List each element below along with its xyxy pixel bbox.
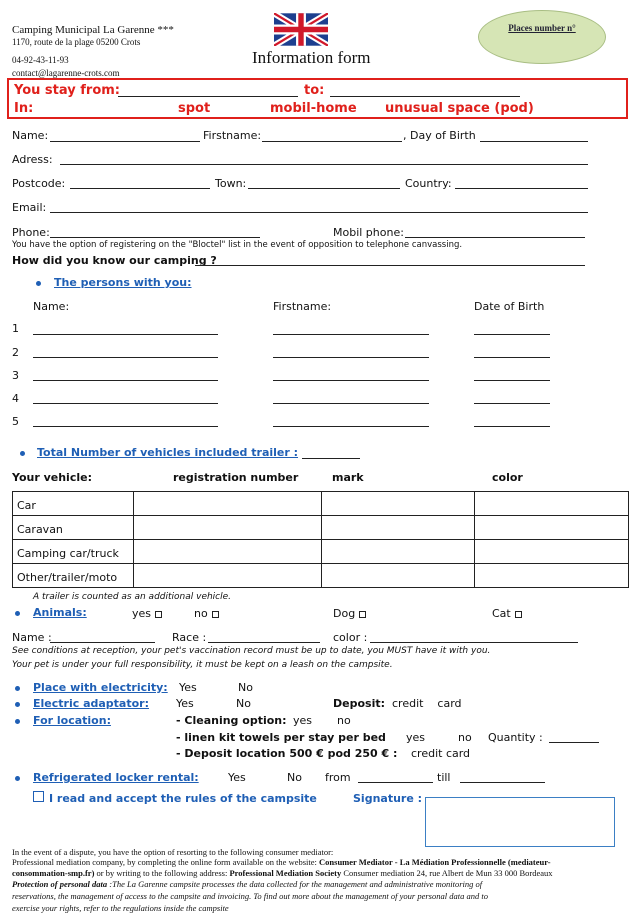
person-dob-field[interactable]	[474, 357, 550, 358]
col-registration: registration number	[173, 471, 299, 484]
col-color: color	[492, 471, 523, 484]
vehicle-type-caravan: Caravan	[13, 516, 134, 540]
animals-note-2: Your pet is under your full responsibility, it must be kept on a leash on the campsite.	[12, 660, 393, 670]
address-label: Adress:	[12, 153, 53, 166]
animal-name-label: Name :	[12, 631, 52, 644]
footer-line-5: reservations, the management of access to the campsite and invoicing. To find out more about the management of your personal data and to	[12, 891, 488, 901]
linen-yes[interactable]: yes	[406, 731, 426, 744]
vehicle-type-car: Car	[13, 492, 134, 516]
linen-label: - linen kit towels per stay per bed	[176, 731, 386, 744]
footer-line-6: exercise your rights, refer to the regulations inside the campsite	[12, 903, 229, 913]
mark-cell[interactable]	[322, 540, 475, 564]
vehicles-total-label: Total Number of vehicles included trailer :	[37, 446, 299, 459]
cleaning-no[interactable]: no	[337, 714, 351, 727]
person-dob-field[interactable]	[474, 426, 550, 427]
adaptator-yes[interactable]: Yes	[176, 697, 194, 710]
accept-rules-checkbox[interactable]	[33, 791, 44, 802]
camp-address: 1170, route de la plage 05200 Crots	[12, 37, 141, 47]
table-row	[13, 540, 629, 564]
camp-email[interactable]: contact@lagarenne-crots.com	[12, 68, 120, 78]
persons-col-firstname: Firstname:	[273, 300, 332, 313]
accept-rules-label: I read and accept the rules of the campsite	[49, 792, 317, 805]
bullet-icon	[15, 686, 20, 691]
stay-to-label: to:	[304, 83, 325, 98]
footer-line-3-address: Consumer mediation 24, rue Albert de Mun 33 000 Bordeaux	[341, 868, 553, 878]
color-cell[interactable]	[475, 492, 629, 516]
color-cell[interactable]	[475, 516, 629, 540]
bullet-icon	[20, 451, 25, 456]
vehicles-total-field[interactable]	[302, 458, 360, 459]
how-know-label: How did you know our camping ?	[12, 254, 217, 267]
stay-option-spot[interactable]: spot	[178, 101, 211, 116]
bullet-icon	[15, 776, 20, 781]
name-label: Name:	[12, 129, 49, 142]
adaptator-no[interactable]: No	[236, 697, 251, 710]
stay-in-label: In:	[14, 101, 34, 116]
places-number-label: Places number n°	[508, 23, 576, 33]
animals-heading: Animals:	[33, 606, 87, 619]
locker-till-label: till	[437, 771, 451, 784]
town-label: Town:	[215, 177, 247, 190]
footer-line-1: In the event of a dispute, you have the option of resorting to the following consumer mediator:	[12, 847, 334, 857]
col-mark: mark	[332, 471, 364, 484]
stay-to-field[interactable]	[330, 96, 520, 97]
postcode-field[interactable]	[70, 188, 210, 189]
animal-color-label: color :	[333, 631, 368, 644]
registration-cell[interactable]	[134, 564, 322, 588]
person-name-field[interactable]	[33, 380, 218, 381]
mark-cell[interactable]	[322, 564, 475, 588]
footer-line-2	[12, 857, 551, 867]
signature-label: Signature :	[353, 792, 423, 805]
town-field[interactable]	[248, 188, 400, 189]
vehicle-type-other: Other/trailer/moto	[13, 564, 134, 588]
deposit-credit-card[interactable]: credit card	[392, 697, 462, 710]
footer-line-3	[12, 868, 553, 878]
locker-label: Refrigerated locker rental:	[33, 771, 199, 784]
table-row	[13, 564, 629, 588]
checkbox-icon[interactable]	[155, 611, 162, 618]
bullet-icon	[36, 281, 41, 286]
person-name-field[interactable]	[33, 426, 218, 427]
bullet-icon	[15, 702, 20, 707]
form-title: Information form	[252, 48, 371, 67]
adaptator-label: Electric adaptator:	[33, 697, 149, 710]
table-row	[13, 492, 629, 516]
uk-flag-icon	[274, 13, 328, 46]
vehicle-table	[12, 491, 629, 588]
bloctel-note: You have the option of registering on the "Bloctel" list in the event of opposition to telephone canvassing.	[12, 240, 463, 250]
footer-line-4-text: :The La Garenne campsite processes the data collected for the management and administrative monitoring of	[107, 879, 483, 889]
footer-data-protection: Protection of personal data	[12, 879, 108, 889]
footer-mediator-url[interactable]: consommation-smp.fr)	[12, 868, 95, 878]
linen-no[interactable]: no	[458, 731, 472, 744]
firstname-label: Firstname:	[203, 129, 262, 142]
persons-col-dob: Date of Birth	[474, 300, 545, 313]
person-row-number: 4	[12, 392, 19, 405]
locker-from-label: from	[325, 771, 351, 784]
footer-mediator-name: Consumer Mediator - La Médiation Professionnelle (mediateur-	[319, 857, 551, 867]
checkbox-icon[interactable]	[212, 611, 219, 618]
animals-yes-option[interactable]	[132, 607, 162, 620]
color-cell[interactable]	[475, 540, 629, 564]
deposit-label: Deposit:	[333, 697, 385, 710]
person-dob-field[interactable]	[474, 380, 550, 381]
electricity-no[interactable]: No	[238, 681, 253, 694]
camp-name: Camping Municipal La Garenne ***	[12, 24, 174, 36]
footer-line-2-text: Professional mediation company, by completing the online form available on the website:	[12, 857, 320, 867]
deposit-location-label: - Deposit location 500 € pod 250 € :	[176, 747, 398, 760]
animal-race-label: Race :	[172, 631, 207, 644]
dog-label: Dog	[333, 607, 356, 620]
mark-cell[interactable]	[322, 516, 475, 540]
locker-till-field[interactable]	[460, 782, 545, 783]
name-field[interactable]	[50, 141, 200, 142]
person-firstname-field[interactable]	[273, 426, 429, 427]
person-row-number: 1	[12, 322, 19, 335]
animals-no-option[interactable]	[194, 607, 219, 620]
mobile-field[interactable]	[405, 237, 585, 238]
cat-option[interactable]	[492, 607, 522, 620]
location-label: For location:	[33, 714, 111, 727]
your-vehicle-label: Your vehicle:	[12, 471, 92, 484]
footer-line-4	[12, 879, 482, 889]
person-dob-field[interactable]	[474, 403, 550, 404]
checkbox-icon[interactable]	[359, 611, 366, 618]
person-row-number: 5	[12, 415, 19, 428]
signature-box[interactable]	[425, 797, 615, 847]
stay-from-field[interactable]	[118, 96, 298, 97]
person-row-number: 2	[12, 346, 19, 359]
persons-heading: The persons with you:	[54, 276, 192, 289]
mark-cell[interactable]	[322, 492, 475, 516]
animal-color-field[interactable]	[370, 642, 578, 643]
country-label: Country:	[405, 177, 452, 190]
persons-col-name: Name:	[33, 300, 70, 313]
dog-option[interactable]	[333, 607, 366, 620]
phone-field[interactable]	[50, 237, 260, 238]
country-field[interactable]	[455, 188, 588, 189]
person-firstname-field[interactable]	[273, 357, 429, 358]
places-number-badge	[478, 10, 606, 64]
dob-field[interactable]	[480, 141, 588, 142]
electricity-yes[interactable]: Yes	[179, 681, 197, 694]
animals-yes-label: yes	[132, 607, 152, 620]
person-firstname-field[interactable]	[273, 380, 429, 381]
checkbox-icon[interactable]	[515, 611, 522, 618]
stay-option-mobil-home[interactable]: mobil-home	[270, 101, 357, 116]
email-field[interactable]	[50, 212, 588, 213]
locker-yes[interactable]: Yes	[228, 771, 246, 784]
electricity-label: Place with electricity:	[33, 681, 168, 694]
deposit-location-card[interactable]: credit card	[411, 747, 471, 760]
trailer-note: A trailer is counted as an additional vehicle.	[33, 592, 232, 602]
dob-label: , Day of Birth	[403, 129, 476, 142]
mobile-label: Mobil phone:	[333, 226, 404, 239]
cleaning-yes[interactable]: yes	[293, 714, 313, 727]
phone-label: Phone:	[12, 226, 50, 239]
person-dob-field[interactable]	[474, 334, 550, 335]
footer-society: Professional Mediation Society	[229, 868, 342, 878]
quantity-field[interactable]	[549, 742, 599, 743]
footer-line-3-text: or by writing to the following address:	[94, 868, 230, 878]
bullet-icon	[15, 611, 20, 616]
vehicle-type-camping-car: Camping car/truck	[13, 540, 134, 564]
cleaning-label: - Cleaning option:	[176, 714, 287, 727]
stay-option-pod[interactable]: unusual space (pod)	[385, 101, 534, 116]
address-field[interactable]	[60, 164, 588, 165]
locker-no[interactable]: No	[287, 771, 302, 784]
registration-cell[interactable]	[134, 492, 322, 516]
animal-race-field[interactable]	[208, 642, 320, 643]
how-know-field[interactable]	[195, 265, 585, 266]
cat-label: Cat	[492, 607, 511, 620]
registration-cell[interactable]	[134, 540, 322, 564]
stay-from-label: You stay from:	[14, 83, 120, 98]
color-cell[interactable]	[475, 564, 629, 588]
person-name-field[interactable]	[33, 334, 218, 335]
camp-phone: 04-92-43-11-93	[12, 55, 69, 65]
animals-note-1: See conditions at reception, your pet's vaccination record must be up to date, you MUST have it with you.	[12, 646, 491, 656]
bullet-icon	[15, 719, 20, 724]
table-row	[13, 516, 629, 540]
email-label: Email:	[12, 201, 47, 214]
animals-no-label: no	[194, 607, 208, 620]
locker-from-field[interactable]	[358, 782, 433, 783]
person-firstname-field[interactable]	[273, 334, 429, 335]
person-name-field[interactable]	[33, 357, 218, 358]
person-firstname-field[interactable]	[273, 403, 429, 404]
registration-cell[interactable]	[134, 516, 322, 540]
person-name-field[interactable]	[33, 403, 218, 404]
animal-name-field[interactable]	[50, 642, 155, 643]
person-row-number: 3	[12, 369, 19, 382]
postcode-label: Postcode:	[12, 177, 66, 190]
firstname-field[interactable]	[262, 141, 402, 142]
quantity-label: Quantity :	[488, 731, 543, 744]
